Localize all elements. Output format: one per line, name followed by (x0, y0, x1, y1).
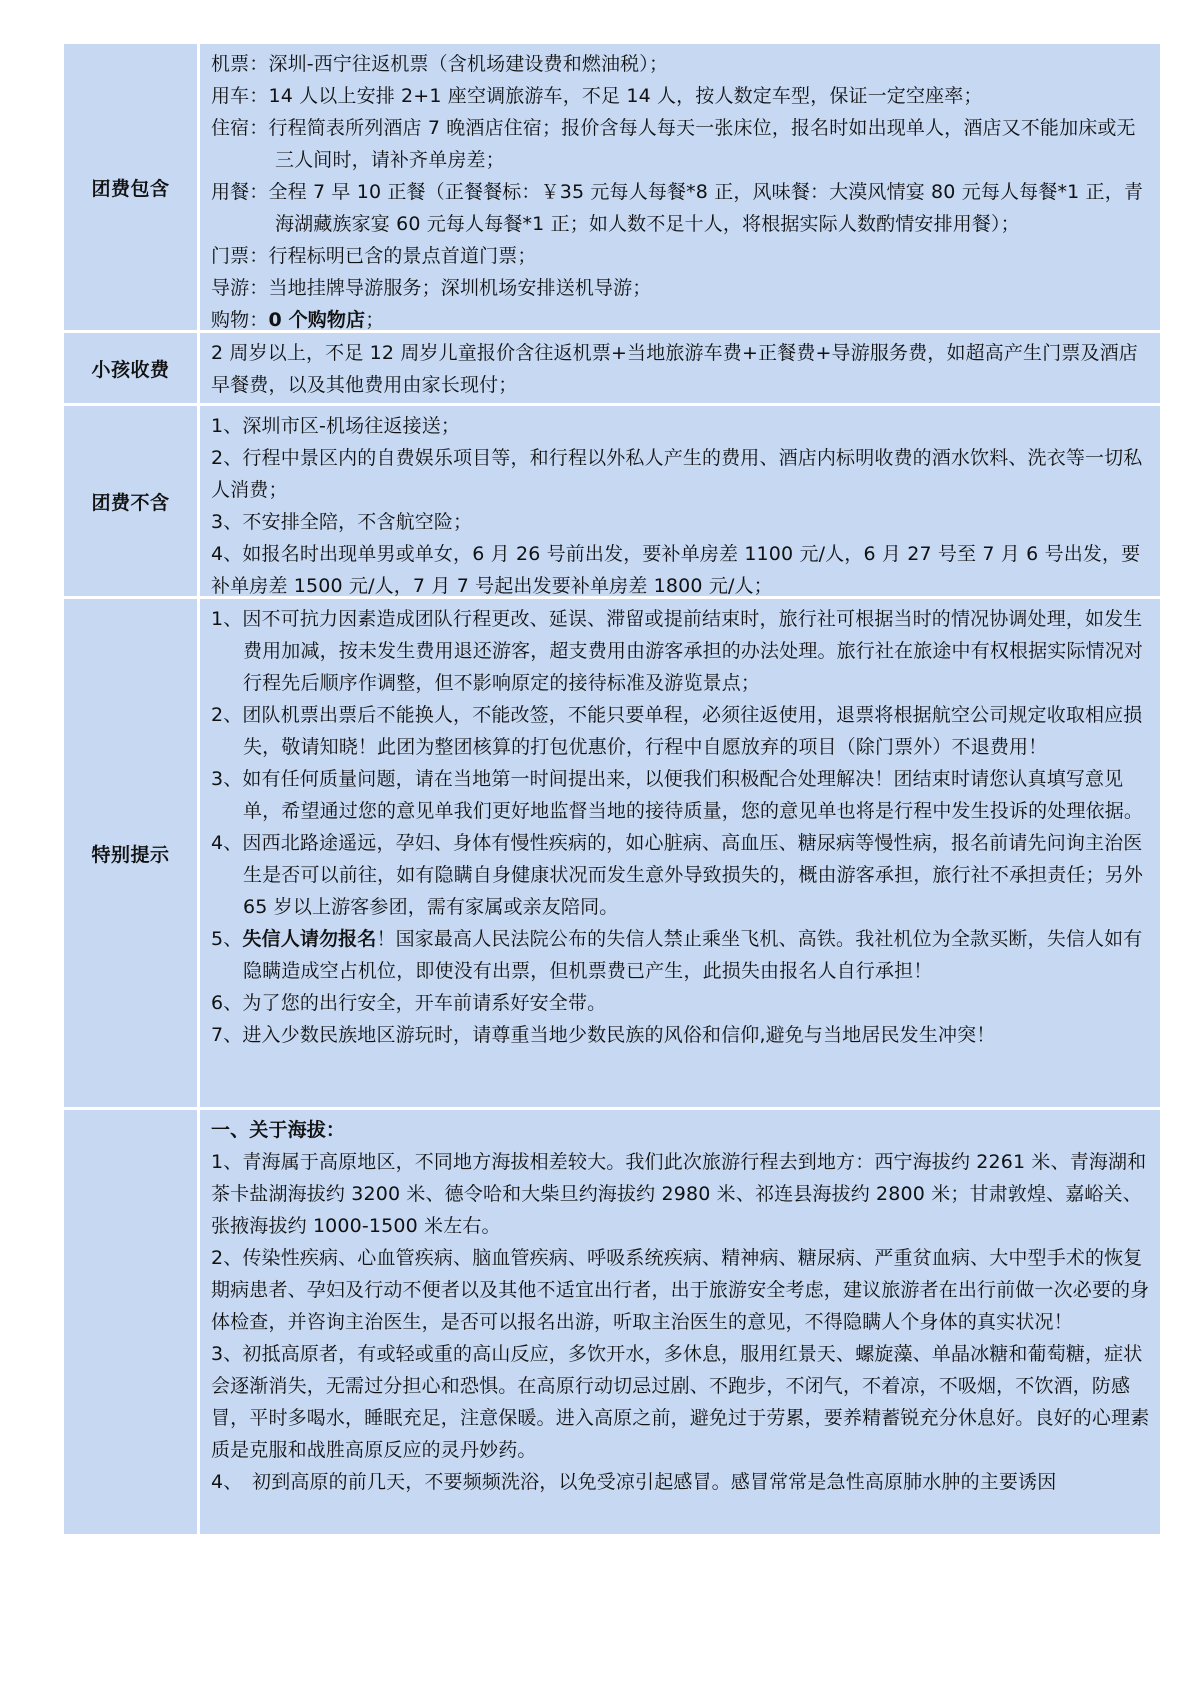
child-text: 2 周岁以上，不足 12 周岁儿童报价含往返机票+当地旅游车费+正餐费+导游服务费，如超高产生门票及酒店早餐费，以及其他费用由家长现付； (211, 342, 1138, 396)
note-item: 5、失信人请勿报名！国家最高人民法院公布的失信人禁止乘坐飞机、高铁。我社机位为全款买断，失信人如有隐瞒造成空占机位，即使没有出票，但机票费已产生，此损失由报名人自行承担！ (211, 928, 1143, 982)
row-label-excluded: 团费不含 (64, 406, 197, 596)
notes-content (200, 599, 1160, 1107)
included-content (200, 44, 1160, 330)
altitude-item: 4、 初到高原的前几天，不要频频洗浴，以免受凉引起感冒。感冒常常是急性高原肺水肿的主要诱因 (211, 1471, 1057, 1493)
included-item: 机票：深圳-西宁往返机票（含机场建设费和燃油税）； (211, 53, 669, 75)
row-label-included: 团费包含 (64, 44, 197, 330)
included-item: 住宿：行程简表所列酒店 7 晚酒店住宿；报价含每人每天一张床位，报名时如出现单人，酒店又不能加床或无三人间时，请补齐单房差； (211, 117, 1136, 171)
note-item: 3、如有任何质量问题，请在当地第一时间提出来，以便我们积极配合处理解决！团结束时请您认真填写意见单，希望通过您的意见单我们更好地监督当地的接待质量，您的意见单也将是行程中发生投诉的处理依据。 (211, 768, 1144, 822)
note-warning-bold: 失信人请勿报名 (242, 928, 377, 950)
included-shopping: 购物：0 个购物店； (211, 309, 385, 331)
child-content (200, 333, 1160, 403)
excluded-item: 3、不安排全陪，不含航空险； (211, 511, 473, 533)
altitude-item: 2、传染性疾病、心血管疾病、脑血管疾病、呼吸系统疾病、精神病、糖尿病、严重贫血病、大中型手术的恢复期病患者、孕妇及行动不便者以及其他不适宜出行者，出于旅游安全考虑，建议旅游者在出行前做一次必要的身体检查，并咨询主治医生，是否可以报名出游，听取主治医生的意见，不得隐瞒人个身体的真实状况！ (211, 1247, 1150, 1333)
altitude-item: 1、青海属于高原地区，不同地方海拔相差较大。我们此次旅游行程去到地方：西宁海拔约 2261 米、青海湖和茶卡盐湖海拔约 3200 米、德令哈和大柴旦约海拔约 2980 米、祁连县海拔约 2800 米；甘肃敦煌、嘉峪关、张掖海拔约 1000-1500 米左右。 (211, 1151, 1147, 1237)
row-label-notes: 特别提示 (64, 599, 197, 1107)
altitude-item: 3、初抵高原者，有或轻或重的高山反应，多饮开水，多休息，服用红景天、螺旋藻、单晶冰糖和葡萄糖，症状会逐渐消失，无需过分担心和恐惧。在高原行动切忌过剧、不跑步，不闭气，不着凉，不吸烟，不饮酒，防感冒，平时多喝水，睡眠充足，注意保暖。进入高原之前，避免过于劳累，要养精蓄锐充分休息好。良好的心理素质是克服和战胜高原反应的灵丹妙药。 (211, 1343, 1150, 1461)
excluded-item: 1、深圳市区-机场往返接送； (211, 415, 461, 437)
included-item: 门票：行程标明已含的景点首道门票； (211, 245, 537, 267)
row-altitude (64, 1110, 1160, 1534)
row-included (64, 44, 1160, 330)
included-item: 用车：14 人以上安排 2+1 座空调旅游车，不足 14 人，按人数定车型，保证一定空座率； (211, 85, 983, 107)
row-notes (64, 599, 1160, 1107)
row-label-child: 小孩收费 (64, 333, 197, 403)
excluded-content (200, 406, 1160, 596)
altitude-content (200, 1110, 1160, 1534)
included-item: 导游：当地挂牌导游服务；深圳机场安排送机导游； (211, 277, 652, 299)
row-child (64, 333, 1160, 403)
included-item: 用餐：全程 7 早 10 正餐（正餐餐标：￥35 元每人每餐*8 正，风味餐：大漠风情宴 80 元每人每餐*1 正，青海湖藏族家宴 60 元每人每餐*1 正；如人数不足十人，将根据实际人数酌情安排用餐）； (211, 181, 1144, 235)
excluded-item: 4、如报名时出现单男或单女，6 月 26 号前出发，要补单房差 1100 元/人，6 月 27 号至 7 月 6 号出发，要补单房差 1500 元/人，7 月 7 号起出发要补单房差 1800 元/人； (211, 543, 1141, 597)
altitude-heading: 一、关于海拔： (211, 1119, 346, 1141)
excluded-item: 2、行程中景区内的自费娱乐项目等，和行程以外私人产生的费用、酒店内标明收费的酒水饮料、洗衣等一切私人消费； (211, 447, 1143, 501)
note-item: 2、团队机票出票后不能换人，不能改签，不能只要单程，必须往返使用，退票将根据航空公司规定收取相应损失，敬请知晓！此团为整团核算的打包优惠价，行程中自愿放弃的项目（除门票外）不退费用！ (211, 704, 1143, 758)
row-excluded (64, 406, 1160, 596)
note-item: 1、因不可抗力因素造成团队行程更改、延误、滞留或提前结束时，旅行社可根据当时的情况协调处理，如发生费用加减，按未发生费用退还游客，超支费用由游客承担的办法处理。旅行社在旅途中有权根据实际情况对行程先后顺序作调整，但不影响原定的接待标准及游览景点； (211, 608, 1144, 694)
note-item: 7、进入少数民族地区游玩时，请尊重当地少数民族的风俗和信仰,避免与当地居民发生冲突！ (211, 1024, 996, 1046)
note-item: 6、为了您的出行安全，开车前请系好安全带。 (211, 992, 607, 1014)
row-label-altitude (64, 1110, 197, 1534)
note-item: 4、因西北路途遥远，孕妇、身体有慢性疾病的，如心脏病、高血压、糖尿病等慢性病，报名前请先问询主治医生是否可以前往，如有隐瞒自身健康状况而发生意外导致损失的，概由游客承担，旅行社不承担责任；另外 65 岁以上游客参团，需有家属或亲友陪同。 (211, 832, 1144, 918)
info-table (64, 44, 1160, 1537)
